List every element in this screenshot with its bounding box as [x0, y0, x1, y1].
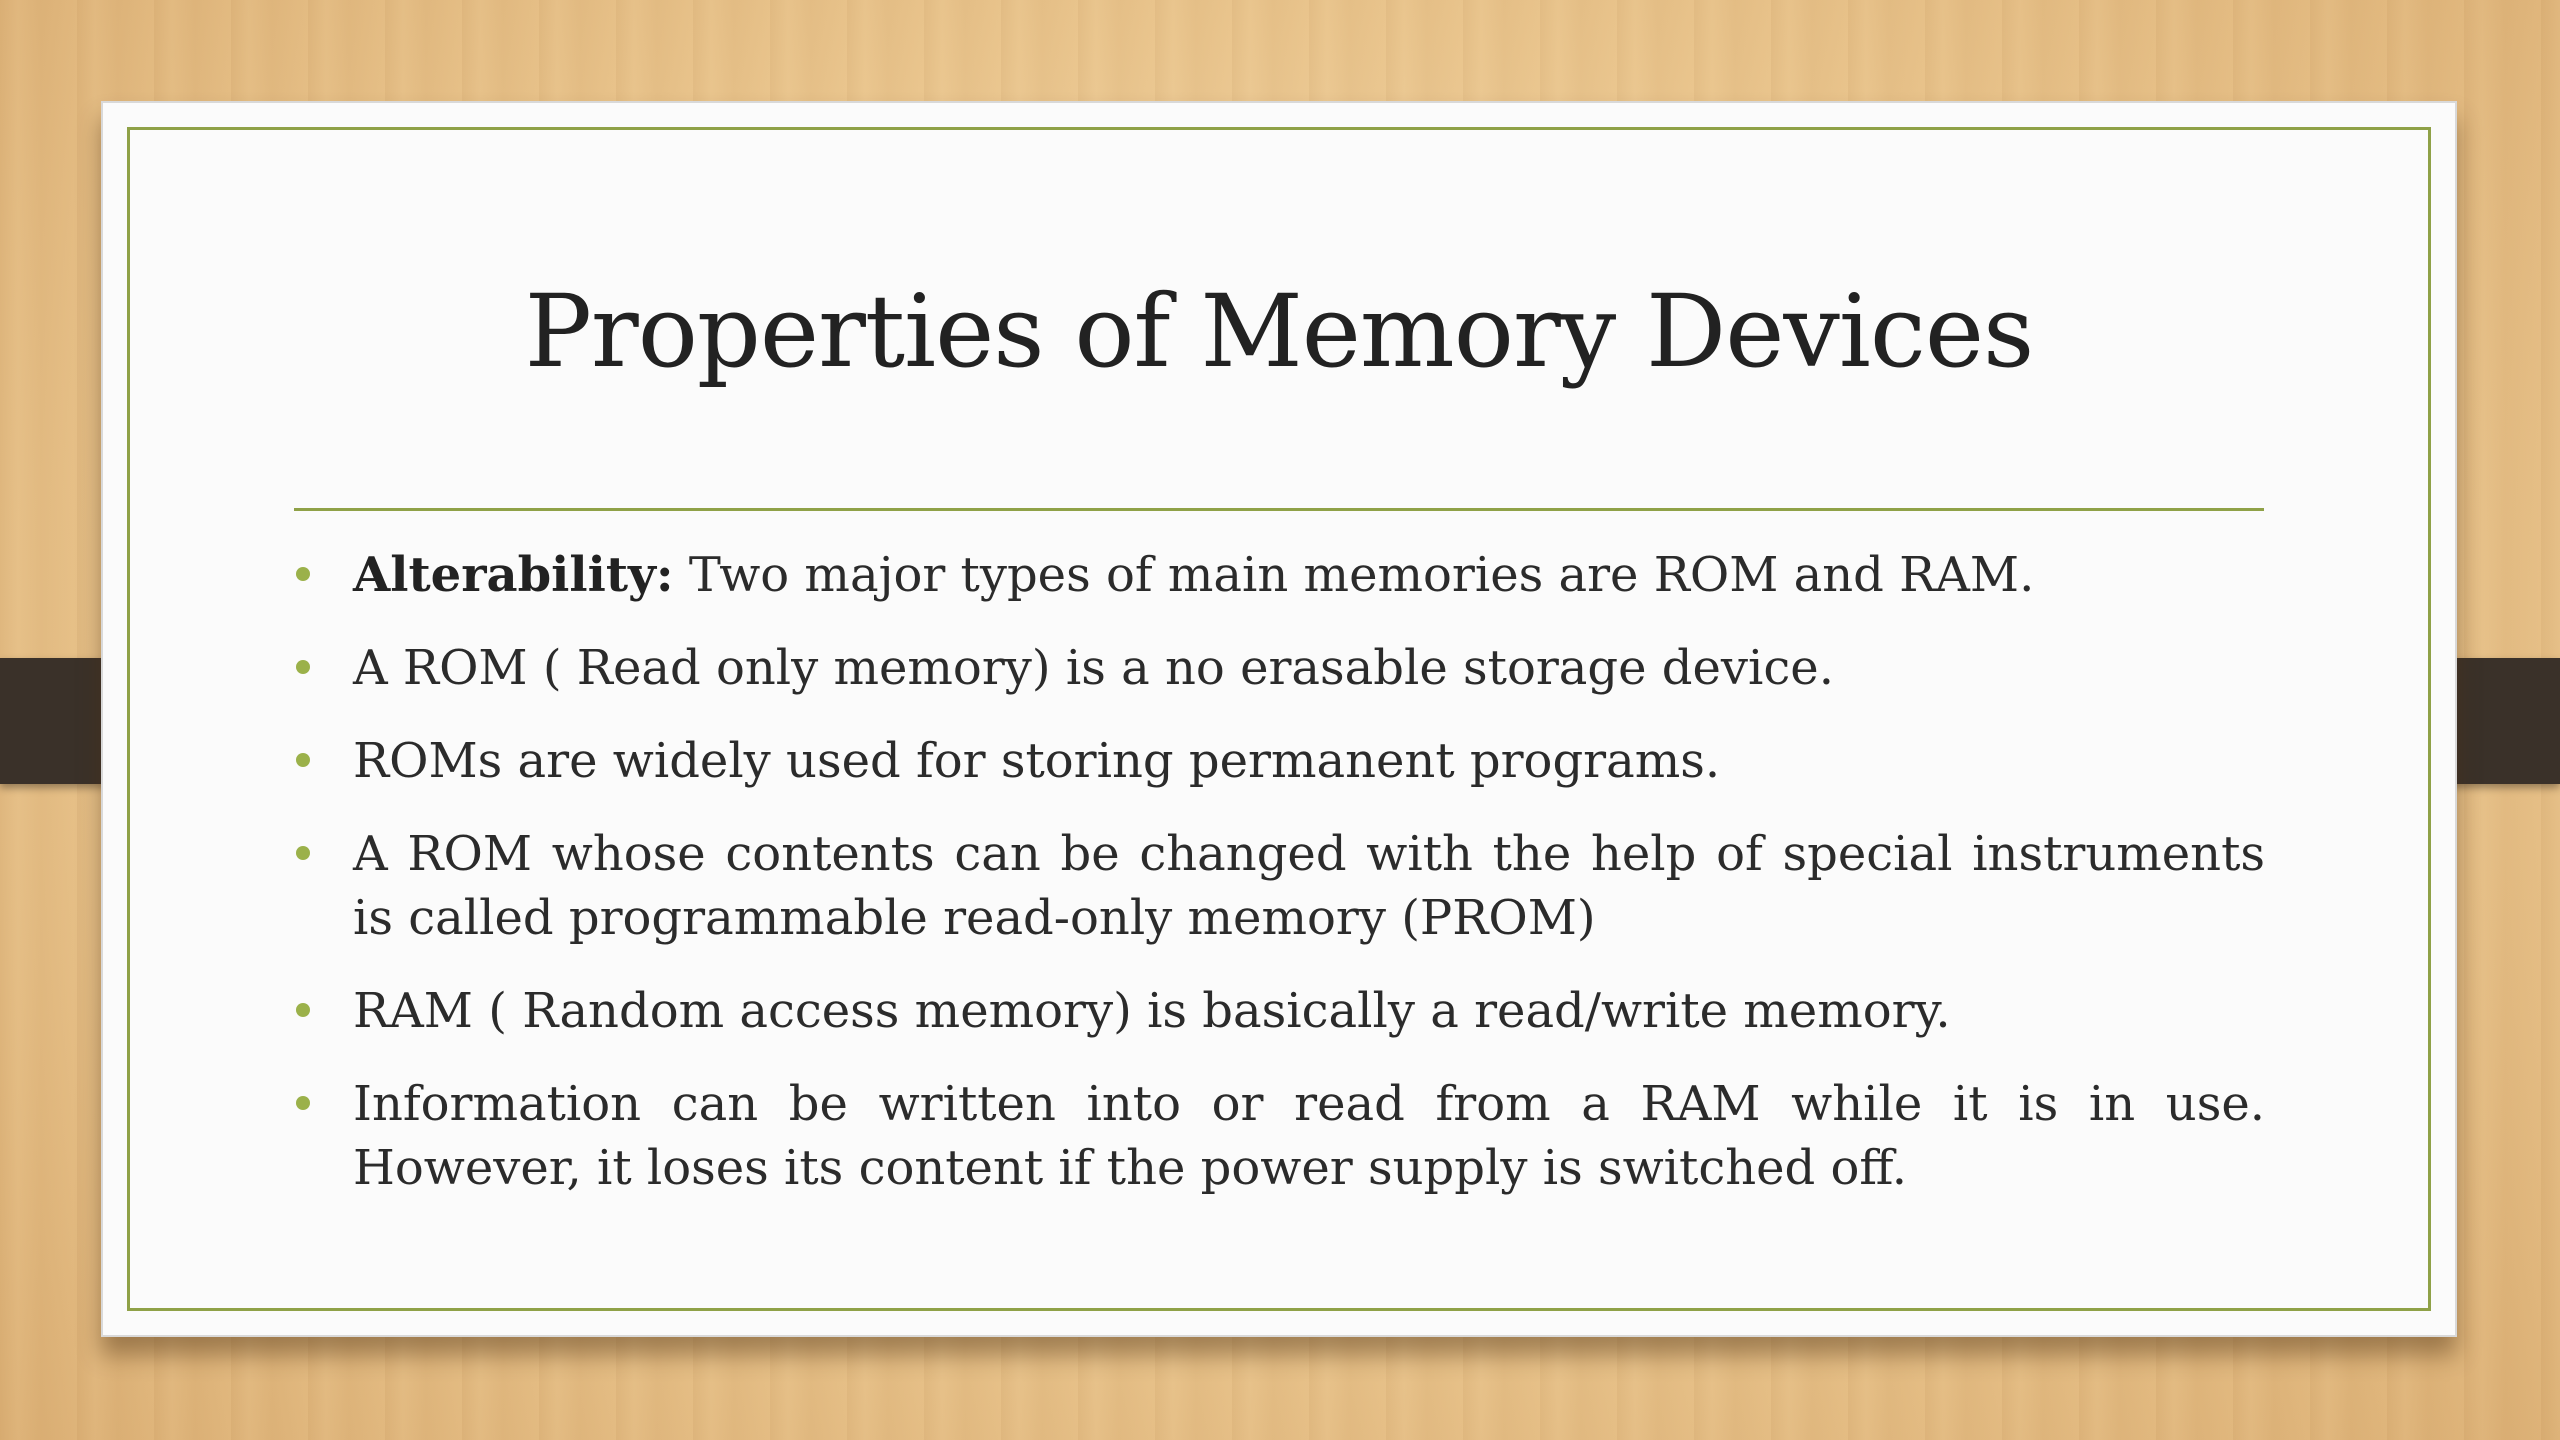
- bullet-text: RAM ( Random access memory) is basically a read/write memory.: [353, 983, 1951, 1039]
- bullet-dot-icon: [296, 567, 310, 581]
- bullet-dot-icon: [296, 1003, 310, 1017]
- bullet-dot-icon: [296, 846, 310, 860]
- slide: [101, 101, 2457, 1337]
- bullet-text: Two major types of main memories are ROM and RAM.: [673, 547, 2035, 603]
- bullet-dot-icon: [296, 660, 310, 674]
- bullet-item: [293, 636, 2265, 700]
- bullet-list: [293, 543, 2265, 1229]
- slide-title: Properties of Memory Devices: [524, 273, 2034, 390]
- title-divider: [294, 508, 2264, 511]
- bullet-item: [293, 1072, 2265, 1200]
- bullet-text: A ROM whose contents can be changed with the help of special instruments is called programmable read-only memory (PROM): [353, 826, 2265, 946]
- bullet-item: [293, 729, 2265, 793]
- bullet-bold-term: Alterability:: [353, 547, 674, 603]
- bullet-dot-icon: [296, 1096, 310, 1110]
- bullet-item: [293, 822, 2265, 950]
- bullet-text: ROMs are widely used for storing permanent programs.: [353, 733, 1721, 789]
- bullet-item: [293, 543, 2265, 607]
- bullet-item: [293, 979, 2265, 1043]
- bullet-text: Information can be written into or read from a RAM while it is in use. However, it loses its content if the power supply is switched off.: [353, 1076, 2265, 1196]
- bullet-dot-icon: [296, 753, 310, 767]
- bullet-text: A ROM ( Read only memory) is a no erasable storage device.: [353, 640, 1834, 696]
